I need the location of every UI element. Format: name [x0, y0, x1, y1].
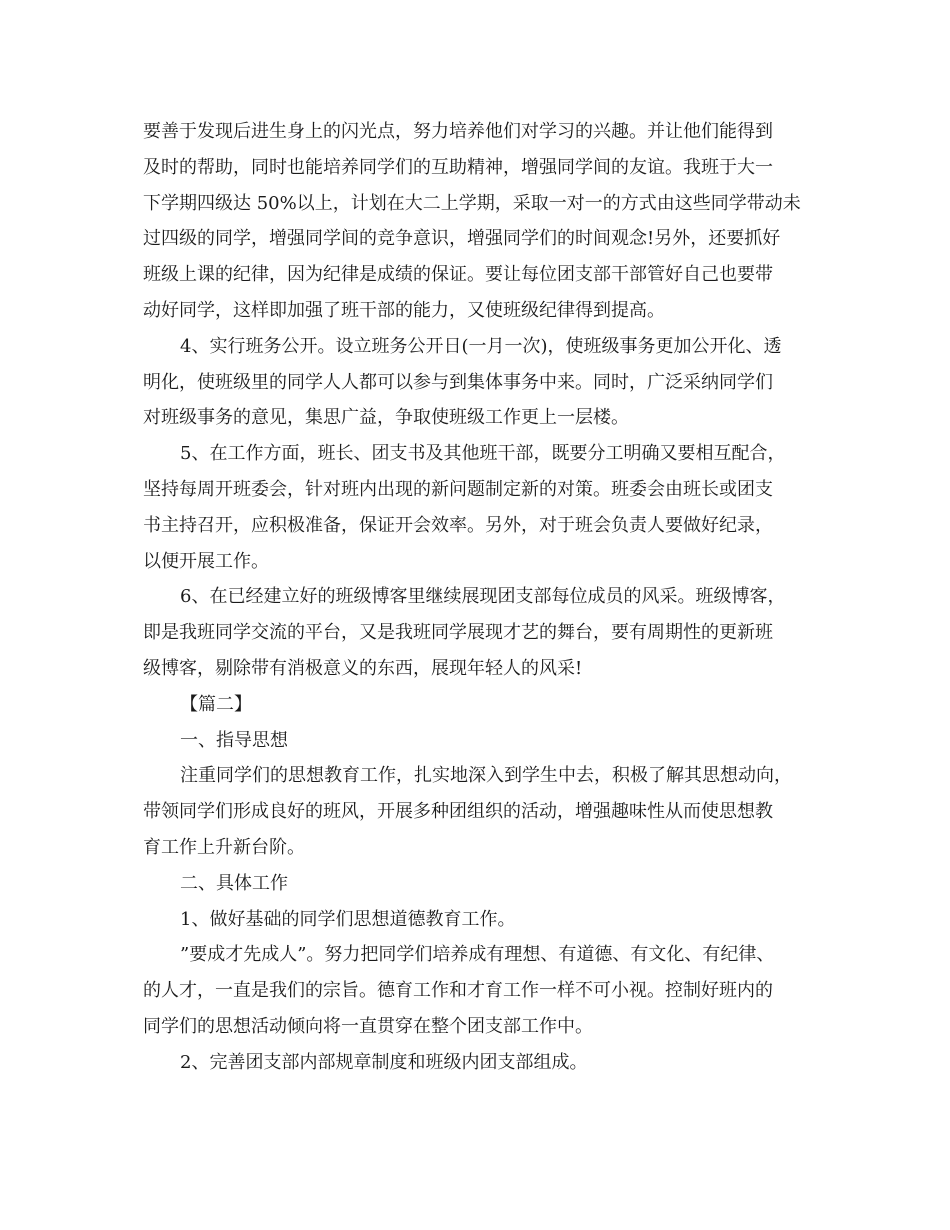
- text-line: 级博客，剔除带有消极意义的东西，展现年轻人的风采!: [143, 657, 583, 679]
- subsection-heading: 二、具体工作: [180, 872, 288, 894]
- list-item-heading: 2、完善团支部内部规章制度和班级内团支部组成。: [180, 1051, 588, 1073]
- text-line: 过四级的同学，增强同学间的竞争意识，增强同学们的时间观念!另外，还要抓好: [143, 228, 781, 250]
- paragraph-start-line: 5、在工作方面，班长、团支书及其他班干部，既要分工明确又要相互配合，: [180, 443, 786, 465]
- subsection-heading: 一、指导思想: [180, 729, 288, 751]
- text-line: 同学们的思想活动倾向将一直贯穿在整个团支部工作中。: [143, 1015, 593, 1037]
- paragraph-start-line: 6、在已经建立好的班级博客里继续展现团支部每位成员的风采。班级博客，: [180, 586, 786, 608]
- list-item-heading: 1、做好基础的同学们思想道德教育工作。: [180, 908, 516, 930]
- document-body: [143, 114, 813, 1081]
- text-line: 即是我班同学交流的平台，又是我班同学展现才艺的舞台，要有周期性的更新班: [143, 622, 773, 644]
- text-line: 及时的帮助，同时也能培养同学们的互助精神，增强同学间的友谊。我班于大一: [143, 156, 773, 178]
- paragraph-start-line: 4、实行班务公开。设立班务公开日(一月一次)，使班级事务更加公开化、透: [180, 335, 782, 357]
- section-heading: 【篇二】: [180, 693, 252, 715]
- text-line: 班级上课的纪律，因为纪律是成绩的保证。要让每位团支部干部管好自己也要带: [143, 264, 773, 286]
- text-line: 动好同学，这样即加强了班干部的能力，又使班级纪律得到提高。: [143, 299, 665, 321]
- text-line: 要善于发现后进生身上的闪光点，努力培养他们对学习的兴趣。并让他们能得到: [143, 121, 773, 142]
- text-line: 以便开展工作。: [143, 550, 269, 572]
- text-line: 坚持每周开班委会，针对班内出现的新问题制定新的对策。班委会由班长或团支: [143, 478, 773, 500]
- text-line: 对班级事务的意见，集思广益，争取使班级工作更上一层楼。: [143, 407, 629, 429]
- text-line: 下学期四级达 50%以上，计划在大二上学期，采取一对一的方式由这些同学带动未: [143, 192, 801, 214]
- text-line: 的人才，一直是我们的宗旨。德育工作和才育工作一样不可小视。控制好班内的: [143, 980, 773, 1002]
- text-line: 育工作上升新台阶。: [143, 836, 305, 858]
- text-line: 明化，使班级里的同学人人都可以参与到集体事务中来。同时，广泛采纳同学们: [143, 371, 773, 393]
- paragraph-start-line: ”要成才先成人”。努力把同学们培养成有理想、有道德、有文化、有纪律、: [180, 944, 775, 966]
- paragraph-start-line: 注重同学们的思想教育工作，扎实地深入到学生中去，积极了解其思想动向，: [180, 765, 792, 787]
- text-line: 书主持召开，应积极准备，保证开会效率。另外，对于班会负责人要做好纪录，: [143, 514, 773, 536]
- text-line: 带领同学们形成良好的班风，开展多种团组织的活动，增强趣味性从而使思想教: [143, 801, 773, 823]
